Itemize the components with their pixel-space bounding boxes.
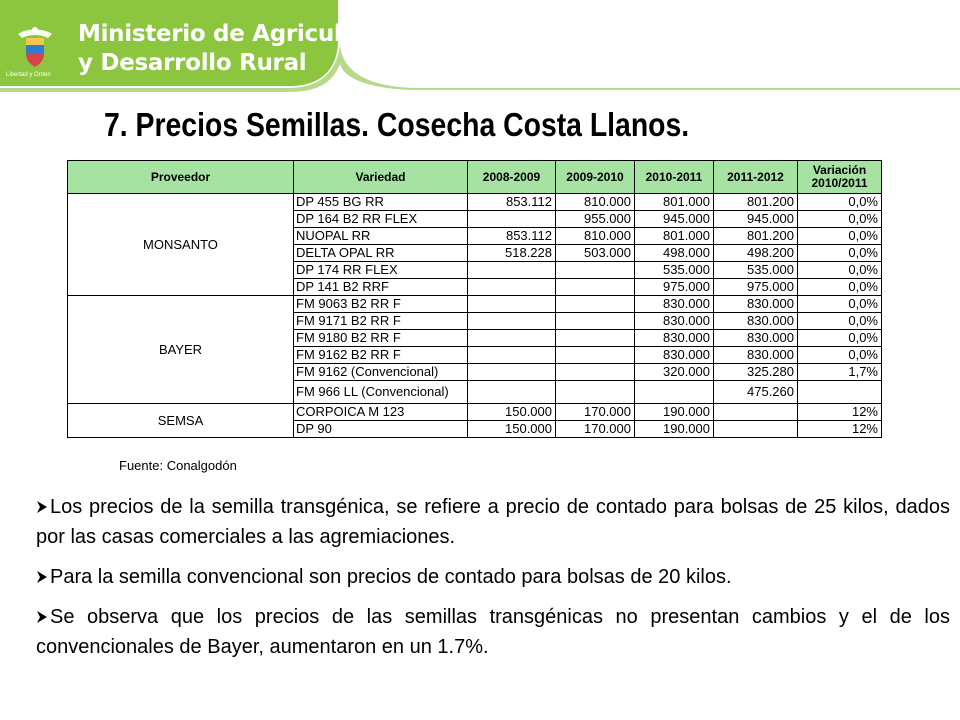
value-cell <box>635 381 714 404</box>
ministry-line-2: y Desarrollo Rural <box>78 50 307 76</box>
value-cell: 1,7% <box>798 364 882 381</box>
value-cell: 975.000 <box>714 279 798 296</box>
value-cell: 801.200 <box>714 194 798 211</box>
value-cell: 945.000 <box>635 211 714 228</box>
value-cell <box>468 296 556 313</box>
provider-cell: MONSANTO <box>68 194 294 296</box>
variety-cell: FM 9063 B2 RR F <box>294 296 468 313</box>
value-cell: 0,0% <box>798 347 882 364</box>
value-cell: 830.000 <box>714 330 798 347</box>
provider-cell: BAYER <box>68 296 294 404</box>
table-row <box>68 296 882 313</box>
slide-title: 7. Precios Semillas. Cosecha Costa Llanos. <box>104 106 690 143</box>
value-cell <box>468 211 556 228</box>
variety-cell: FM 9162 (Convencional) <box>294 364 468 381</box>
variacion-label: Variación 2010/2011 <box>811 163 868 190</box>
value-cell <box>468 381 556 404</box>
value-cell: 853.112 <box>468 194 556 211</box>
value-cell: 0,0% <box>798 211 882 228</box>
value-cell <box>556 313 635 330</box>
value-cell <box>556 381 635 404</box>
value-cell: 801.000 <box>635 194 714 211</box>
value-cell: 830.000 <box>635 296 714 313</box>
column-header-variacion <box>798 161 882 194</box>
variety-cell: NUOPAL RR <box>294 228 468 245</box>
value-cell: 150.000 <box>468 404 556 421</box>
value-cell: 0,0% <box>798 279 882 296</box>
value-cell: 975.000 <box>635 279 714 296</box>
value-cell <box>468 262 556 279</box>
value-cell: 190.000 <box>635 421 714 438</box>
bullet-text: Para la semilla convencional son precios de contado para bolsas de 20 kilos. <box>50 566 732 588</box>
value-cell <box>468 364 556 381</box>
value-cell <box>714 404 798 421</box>
variety-cell: FM 9180 B2 RR F <box>294 330 468 347</box>
value-cell: 0,0% <box>798 313 882 330</box>
variety-cell: FM 9171 B2 RR F <box>294 313 468 330</box>
variety-cell: DP 455 BG RR <box>294 194 468 211</box>
value-cell: 170.000 <box>556 404 635 421</box>
value-cell <box>714 421 798 438</box>
value-cell: 498.000 <box>635 245 714 262</box>
column-header-2008-2009: 2008-2009 <box>468 161 556 194</box>
value-cell: 190.000 <box>635 404 714 421</box>
variety-cell: CORPOICA M 123 <box>294 404 468 421</box>
bullet-list <box>36 492 950 672</box>
variety-cell: DELTA OPAL RR <box>294 245 468 262</box>
value-cell: 830.000 <box>635 347 714 364</box>
value-cell <box>798 381 882 404</box>
value-cell: 535.000 <box>714 262 798 279</box>
value-cell: 853.112 <box>468 228 556 245</box>
motto-text: Libertad y Orden <box>6 72 51 78</box>
value-cell <box>468 347 556 364</box>
table-row <box>68 404 882 421</box>
table-row <box>68 194 882 211</box>
variety-cell: DP 141 B2 RRF <box>294 279 468 296</box>
value-cell: 320.000 <box>635 364 714 381</box>
variety-cell: DP 174 RR FLEX <box>294 262 468 279</box>
value-cell: 0,0% <box>798 296 882 313</box>
arrow-bullet-icon <box>36 610 48 624</box>
header-banner <box>0 0 960 100</box>
variety-cell: FM 966 LL (Convencional) <box>294 381 468 404</box>
value-cell: 535.000 <box>635 262 714 279</box>
value-cell: 498.200 <box>714 245 798 262</box>
column-header-2010-2011: 2010-2011 <box>635 161 714 194</box>
value-cell: 170.000 <box>556 421 635 438</box>
provider-cell: SEMSA <box>68 404 294 438</box>
value-cell: 0,0% <box>798 228 882 245</box>
value-cell: 810.000 <box>556 228 635 245</box>
value-cell: 325.280 <box>714 364 798 381</box>
value-cell: 0,0% <box>798 262 882 279</box>
source-note: Fuente: Conalgodón <box>119 458 237 473</box>
value-cell <box>556 330 635 347</box>
variety-cell: FM 9162 B2 RR F <box>294 347 468 364</box>
value-cell: 830.000 <box>635 313 714 330</box>
value-cell: 503.000 <box>556 245 635 262</box>
column-header-2011-2012: 2011-2012 <box>714 161 798 194</box>
value-cell <box>468 313 556 330</box>
value-cell: 801.200 <box>714 228 798 245</box>
seed-prices-table <box>67 160 882 438</box>
value-cell: 830.000 <box>714 313 798 330</box>
colombia-coat-of-arms-icon <box>12 24 58 70</box>
ministry-name <box>78 20 395 78</box>
value-cell: 830.000 <box>635 330 714 347</box>
value-cell: 150.000 <box>468 421 556 438</box>
value-cell <box>556 296 635 313</box>
arrow-bullet-icon <box>36 570 48 584</box>
value-cell <box>556 262 635 279</box>
value-cell: 0,0% <box>798 330 882 347</box>
bullet-text: Se observa que los precios de las semillas transgénicas no presentan cambios y el de los convencionales de Bayer, aumentaron en un 1.7%. <box>36 606 950 658</box>
value-cell: 830.000 <box>714 296 798 313</box>
value-cell: 0,0% <box>798 194 882 211</box>
value-cell: 945.000 <box>714 211 798 228</box>
bullet-item <box>36 602 950 662</box>
value-cell: 830.000 <box>714 347 798 364</box>
table-header-row <box>68 161 882 194</box>
arrow-bullet-icon <box>36 500 48 514</box>
column-header-2009-2010: 2009-2010 <box>556 161 635 194</box>
column-header-variedad: Variedad <box>294 161 468 194</box>
value-cell <box>556 279 635 296</box>
value-cell: 12% <box>798 404 882 421</box>
value-cell: 810.000 <box>556 194 635 211</box>
variety-cell: DP 90 <box>294 421 468 438</box>
value-cell: 0,0% <box>798 245 882 262</box>
value-cell <box>468 330 556 347</box>
value-cell: 955.000 <box>556 211 635 228</box>
bullet-item <box>36 492 950 552</box>
bullet-text: Los precios de la semilla transgénica, se refiere a precio de contado para bolsas de 25 kilos, dados por las casas comerciales a las agremiaciones. <box>36 496 950 548</box>
value-cell: 475.260 <box>714 381 798 404</box>
value-cell: 518.228 <box>468 245 556 262</box>
column-header-proveedor: Proveedor <box>68 161 294 194</box>
value-cell: 801.000 <box>635 228 714 245</box>
value-cell: 12% <box>798 421 882 438</box>
ministry-line-1: Ministerio de Agricultura <box>78 21 395 47</box>
bullet-item <box>36 562 950 592</box>
variety-cell: DP 164 B2 RR FLEX <box>294 211 468 228</box>
value-cell <box>468 279 556 296</box>
value-cell <box>556 347 635 364</box>
value-cell <box>556 364 635 381</box>
